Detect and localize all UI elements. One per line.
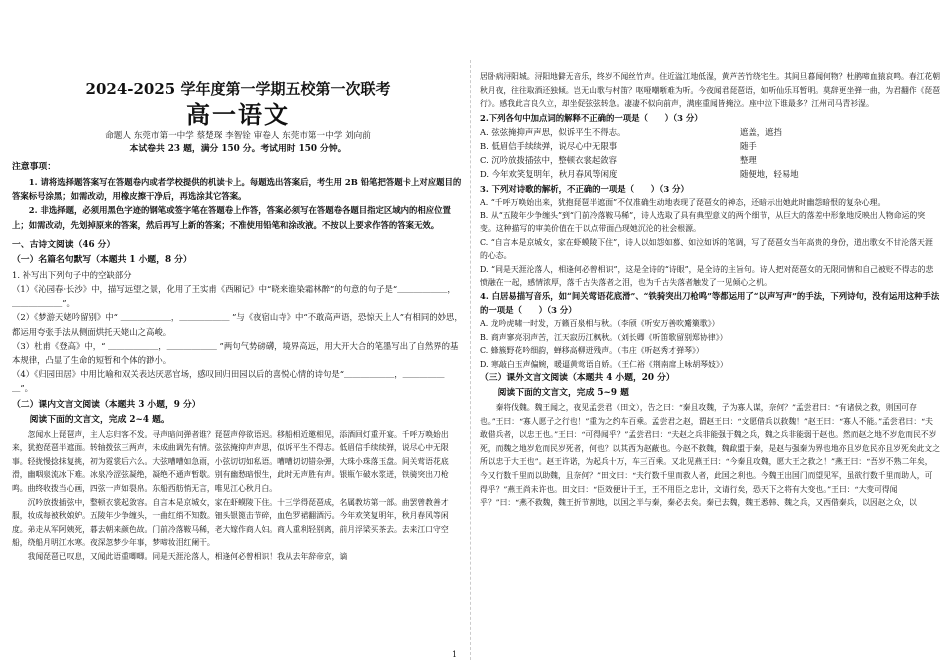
column-divider: [470, 60, 471, 660]
score-info: 本试卷共 23 题，满分 150 分。考试用时 150 分钟。: [129, 144, 347, 154]
q1-item-2: （2）《梦游天姥吟留别》中“ ＿＿＿＿＿＿，＿＿＿＿＿＿ ”与《夜宿山寺》中“不敢高声语，恐惊天上人”有相同的妙思，都运用夸张手法从侧面烘托天姥山之高峻。: [12, 312, 463, 337]
notes-heading: 注意事项：: [12, 162, 56, 172]
q2-option-d-text: D. 今年欢笑复明年，秋月春风等闲度: [480, 169, 618, 180]
classical-passage: 秦将伐魏。魏王闻之，夜见孟尝君（田文），告之曰：“秦且攻魏，子为寡人谋，奈何？”孟尝君曰：“有诸侯之救，则国可存也。”王曰：“寡人愿子之行也！”重为之约车百乘。孟尝君之赵，谓赵王曰：“文愿借兵以救魏！”赵王曰：“寡人不能。”孟尝君曰：“夫敢借兵者，以忠王也。”王曰：“可得闻乎？”孟尝君曰：“夫赵之兵非能强于魏之兵，魏之兵非能弱于赵也。然而赵之地不岁危而民不岁死，而魏之地岁危而民岁死者，何也？以其西为赵蔽也。今赵不救魏，魏歃盟于秦，是赵与强秦为界也地亦且岁危民亦且岁死矣此文之所以忠于大王也”。赵王许诺，为起兵十万，车三百乘。又北见燕王曰：“今秦且攻魏，愿大王之救之！”燕王曰：“吾岁不熟二年矣，今又行数千里而以助魏，且奈何？”田文曰：“夫行数千里而救人者，此国之利也。今魏王出国门而望见军，虽欲行数千里而助人，可得乎？”燕王尚未许也。田文曰：“臣效便计于王，王不用臣之忠计，文请行矣，恐天下之将有大变也。”王曰：“大变可得闻乎？”曰：“燕不救魏，魏王折节割地，以国之半与秦，秦必去矣。秦已去魏，魏王悉韩、魏之兵，又西借秦兵，以因赵之众，以: [480, 403, 940, 508]
subsection3-instruction: 阅读下面的文言文，完成 5~9 题: [497, 388, 629, 399]
subsection2-heading: （二）课内文言文阅读（本题共 3 小题，9 分）: [12, 399, 201, 410]
q2-option-c: [480, 153, 940, 167]
note-item-2: 2. 非选择题，必须用黑色字迹的钢笔或签字笔在答题卷上作答，答案必须写在答题卷各题目指定区域内的相应位置上；如需改动，先划掉原来的答案，然后再写上新的答案；不准使用铅笔和涂改液。不按以上要求作答的答案无效。: [12, 205, 451, 230]
q4-option-c: C. 蜂簇野花吟细韵，蝉移高柳迸残声。（韦庄《听赵秀才弹琴》）: [480, 346, 704, 356]
subsection3-heading: （三）课外文言文阅读（本题共 4 小题，20 分）: [480, 373, 675, 384]
q3-title: 3. 下列对诗歌的解析，不正确的一项是（ ）（3 分）: [480, 183, 689, 194]
q3-option-b: B. 从“五陵年少争缠头”到“门前冷落鞍马稀”，诗人选取了具有典型意义的两个细节，从巨大的落差中形象地反映出人物命运的突变。这种描写的审美价值在于以点带面凸现她沉沦的社会根源。: [480, 211, 926, 234]
left-column: [12, 0, 464, 671]
q1-item-3: （3）杜甫《登高》中，“ ＿＿＿＿＿＿，＿＿＿＿＿＿ ”两句气势磅礴，境界高远，用大开大合的笔墨写出了自然界的基本规律，凸显了生命的短暂和个体的渺小。: [12, 340, 459, 366]
q2-option-c-gloss: 整理: [740, 155, 757, 166]
q1-item-1: （1）《沁园春·长沙》中，描写远望之景，化用了王实甫《西厢记》中“晓来谁染霜林醉”的句意的句子是“＿＿＿＿＿＿，＿＿＿＿＿＿”。: [12, 284, 456, 309]
section1-heading: 一、古诗文阅读（46 分）: [12, 239, 116, 250]
q2-title: 2.下列各句中加点词的解释不正确的一项是（ ）（3 分）: [480, 112, 703, 123]
q4-option-b: B. 商声寥亮羽声苦，江天寂历江枫秋。（刘长卿《听笛歌留别郑协律》）: [480, 332, 728, 342]
passage-paragraph-2: 沉吟放拨插弦中，整顿衣裳起敛容。自言本是京城女，家在虾蟆陵下住。十三学得琵琶成，名属教坊第一部。曲罢曾教善才服，妆成每被秋娘妒。五陵年少争缠头，一曲红绡不知数。钿头银篦击节碎，血色罗裙翻酒污。今年欢笑复明年，秋月春风等闲度。弟走从军阿姨死，暮去朝来颜色故。门前冷落鞍马稀，老大嫁作商人妇。商人重利轻别离，前月浮梁买茶去。去来江口守空船，绕船月明江水寒。夜深忽梦少年事，梦啼妆泪红阑干。: [12, 497, 449, 548]
q2-option-b-text: B. 低眉信手续续弹，说尽心中无限事: [480, 140, 618, 151]
setters-line: 命题人 东莞市第一中学 蔡楚琛 李智铨 审卷人 东莞市第一中学 刘向前: [105, 131, 371, 141]
note-item-1: 1. 请将选择题答案写在答题卷内或者学校提供的机读卡上。每题选出答案后，考生用 2B 铅笔把答题卡上对应题目的答案标号涂黑；如需改动，用橡皮擦干净后，再选涂其它答案。: [12, 177, 462, 202]
right-column: [480, 0, 940, 671]
page-number: 1: [452, 650, 458, 659]
q2-option-a-text: A. 弦弦掩抑声声思，似诉平生不得志。: [480, 126, 626, 137]
subsection1-heading: （一）名篇名句默写（本题共 1 小题，8 分）: [12, 254, 192, 265]
q3-option-d: D. “同是天涯沦落人，相逢何必曾相识”，这是全诗的“诗眼”，是全诗的主旨句。诗人把对琵琶女的无限同情和自己被贬不得志的悲愤融在一起，感情浓厚，落千古失落者之泪，也为千古失落者触发了一见倾心之机。: [480, 264, 934, 288]
q3-option-a: A. “千呼万唤始出来，犹抱琵琶半遮面”不仅准确生动地表现了琵琶女的神态，还暗示出她此时幽怨暗恨的复杂心理。: [480, 197, 886, 207]
q2-option-c-text: C. 沉吟放拨插弦中，整顿衣裳起敛容: [480, 155, 618, 166]
q2-option-a-gloss: 遮盖，遮挡: [740, 126, 782, 137]
q2-option-d: [480, 167, 940, 181]
q3-option-c: C. “自言本是京城女，家在虾蟆陵下住”，诗人以如怨如慕、如泣如诉的笔调，写了琵琶女当年高贵的身份，道出歌女不甘沦落天涯的心态。: [480, 237, 933, 261]
subsection2-instruction: 阅读下面的文言文，完成 2~4 题。: [29, 414, 170, 425]
q4-option-a: A. 龙吟虎啸一时发，万籁百泉相与秋。（李颀《听安万善吹觱篥歌》）: [480, 319, 720, 329]
q2-option-a: [480, 125, 940, 139]
q4-title: 4. 白居易描写音乐，如“间关莺语花底滑”、“铁骑突出刀枪鸣”等都运用了“以声写声”的手法，下列诗句，没有运用这种手法的一项是（ ）（3 分）: [480, 291, 940, 316]
q2-option-b-gloss: 随手: [740, 140, 757, 151]
q2-option-b: [480, 139, 940, 153]
exam-title: 2024-2025 学年度第一学期五校第一次联考: [85, 80, 391, 98]
q2-option-d-gloss: 随便地，轻易地: [740, 169, 799, 180]
q4-option-d: D. 寒敲白玉声偏婉，暖逼黄莺语自娇。（王仁裕《荆南席上咏胡琴妓》）: [480, 359, 728, 369]
passage-continuation: 居卧病浔阳城。浔阳地僻无音乐，终岁不闻丝竹声。住近湓江地低湿，黄芦苦竹绕宅生。其间旦暮闻何物？杜鹃啼血猿哀鸣。春江花朝秋月夜，往往取酒还独倾。岂无山歌与村笛？呕哑嘲哳难为听。今夜闻君琵琶语，如听仙乐耳暂明。莫辞更坐弹一曲，为君翻作《琵琶行》。感我此言良久立，却坐促弦弦转急。凄凄不似向前声，满座重闻皆掩泣。座中泣下谁最多？江州司马青衫湿。: [480, 72, 940, 109]
passage-paragraph-1: 忽闻水上琵琶声，主人忘归客不发。寻声暗问弹者谁？琵琶声停欲语迟。移船相近邀相见，添酒回灯重开宴。千呼万唤始出来，犹抱琵琶半遮面。转轴拨弦三两声，未成曲调先有情。弦弦掩抑声声思，似诉平生不得志。低眉信手续续弹，说尽心中无限事。轻拢慢捻抹复挑，初为霓裳后六么。大弦嘈嘈如急雨，小弦切切如私语。嘈嘈切切错杂弹，大珠小珠落玉盘。间关莺语花底滑，幽咽泉流冰下难。冰泉冷涩弦凝绝，凝绝不通声暂歇。别有幽愁暗恨生，此时无声胜有声。银瓶乍破水浆迸，铁骑突出刀枪鸣。曲终收拨当心画，四弦一声如裂帛。东船西舫悄无言，唯见江心秋月白。: [12, 429, 449, 494]
passage-paragraph-3: 我闻琵琶已叹息，又闻此语重唧唧。同是天涯沦落人，相逢何必曾相识！我从去年辞帝京，谪: [27, 551, 348, 561]
subject-title: 高一语文: [186, 100, 290, 129]
q1-title: 1. 补写出下列句子中的空缺部分: [12, 269, 132, 280]
q1-item-4: （4）《归园田居》中用比喻和双关表达厌恶官场，感叹回归田园以后的喜悦心情的诗句是“＿＿＿＿＿＿，＿＿＿＿＿＿”。: [12, 369, 445, 394]
